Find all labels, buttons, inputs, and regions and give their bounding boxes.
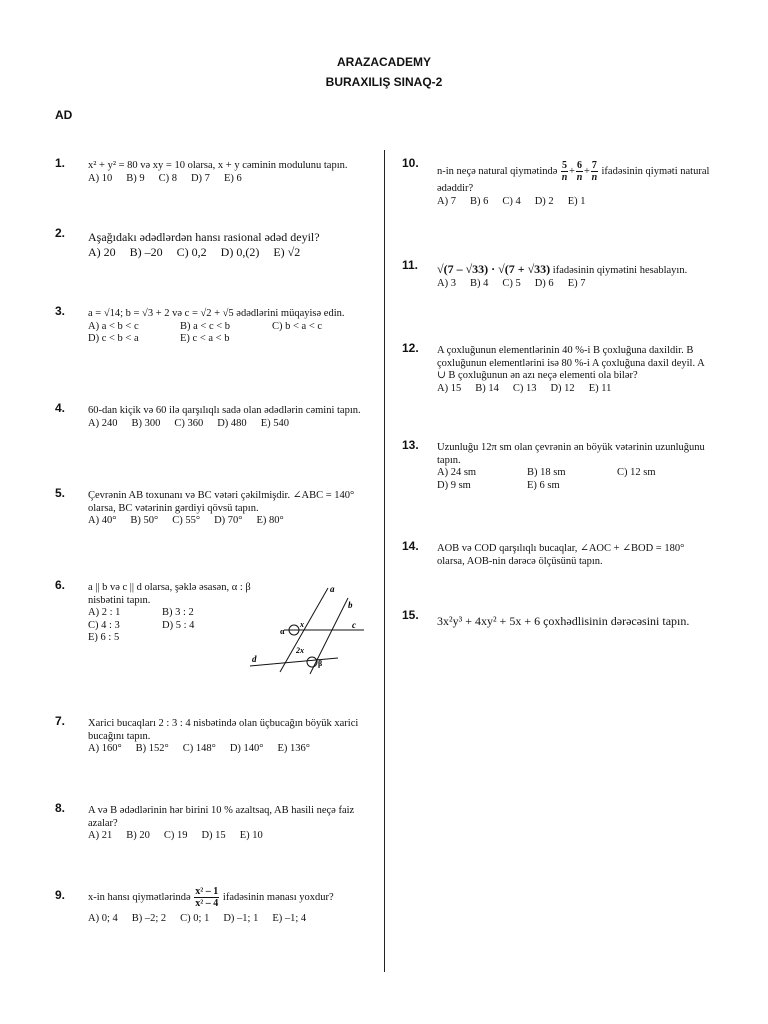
option-e: E) c < a < b — [180, 333, 230, 344]
option-d: D) 15 — [201, 830, 226, 841]
option-c: C) 0; 1 — [180, 913, 210, 924]
option-e: E) –1; 4 — [272, 913, 307, 924]
question-5 — [55, 486, 368, 528]
question-number: 5. — [55, 486, 66, 500]
option-e: E) 10 — [239, 830, 263, 841]
option-d: D) 140° — [229, 743, 264, 754]
question-number: 15. — [402, 608, 419, 622]
text-after: ifadəsinin qiyməti natural ədəddir? — [437, 165, 710, 194]
options — [437, 383, 712, 396]
option-a: A) 3 — [437, 277, 456, 289]
option-d: D) 70° — [214, 515, 243, 526]
option-a: A) 2 : 1 — [88, 607, 121, 618]
option-b: B) 9 — [126, 172, 145, 184]
question-number: 4. — [55, 401, 66, 415]
question-text: Uzunluğu 12π sm olan çevrənin ən böyük vətərinin uzunluğunu tapın. — [437, 442, 705, 466]
option-e: E) 6 — [223, 172, 242, 184]
option-d: D) 7 — [190, 172, 210, 184]
option-b: B) 50° — [130, 515, 159, 526]
option-d: D) 0,(2) — [220, 245, 260, 259]
question-text: x² + y² = 80 və xy = 10 olarsa, x + y cəminin modulunu tapın. — [88, 160, 348, 171]
question-text: Çevrənin AB toxunanı və BC vətəri çəkilmişdir. ∠ABC = 140° olarsa, BC vətərinin gərdiyi qövsü tapın. — [88, 490, 355, 514]
text-after: ifadəsinin mənası yoxdur? — [222, 891, 334, 903]
option-c: C) 55° — [172, 515, 201, 526]
option-b: B) 300 — [131, 417, 161, 429]
option-e: E) 6 sm — [527, 479, 560, 491]
question-number: 10. — [402, 156, 419, 170]
question-10 — [402, 156, 712, 208]
option-d: D) 2 — [534, 195, 554, 207]
fraction — [194, 886, 219, 909]
question-number: 7. — [55, 714, 66, 728]
option-c: C) 4 — [502, 195, 521, 207]
options — [88, 321, 368, 346]
label-alpha: α — [280, 627, 285, 636]
options — [88, 173, 378, 186]
question-text: A və B ədədlərinin hər birini 10 % azaltsaq, AB hasili neçə faiz azalar? — [88, 805, 355, 829]
label-b: b — [348, 600, 353, 610]
option-c: C) 5 — [502, 277, 521, 289]
option-c: C) 4 : 3 — [88, 619, 120, 631]
question-text: a || b və c || d olarsa, şəklə əsasən, α : β nisbətini tapın. — [88, 582, 251, 606]
option-a: A) 21 — [88, 830, 113, 841]
option-d: D) c < b < a — [88, 333, 139, 344]
option-b: B) –20 — [129, 245, 163, 259]
option-c: C) 12 sm — [617, 467, 656, 478]
fraction-5: $\frac{5}{n}$ — [561, 160, 568, 183]
option-a: A) 15 — [437, 382, 462, 394]
options — [437, 278, 712, 291]
question-number: 1. — [55, 156, 66, 170]
options — [88, 515, 368, 528]
fraction-denominator: x² – 4 — [195, 898, 219, 909]
parallel-lines-figure — [248, 582, 368, 678]
question-number: 3. — [55, 304, 66, 318]
option-a: A) 24 sm — [437, 467, 477, 478]
option-c: C) 13 — [512, 382, 537, 394]
line-d — [250, 658, 338, 666]
option-b: B) 14 — [475, 382, 499, 394]
column-divider — [384, 150, 385, 972]
question-6 — [55, 578, 253, 645]
option-b: B) 6 — [469, 195, 489, 207]
question-2 — [55, 226, 378, 260]
question-11 — [402, 258, 712, 290]
option-d: D) 12 — [550, 382, 575, 394]
question-number: 12. — [402, 341, 419, 355]
option-d: D) 5 : 4 — [162, 619, 195, 631]
option-a: A) 7 — [437, 195, 456, 207]
option-d: D) 480 — [217, 417, 247, 429]
option-b: B) 18 sm — [527, 467, 566, 478]
question-text: a = √14; b = √3 + 2 və c = √2 + √5 ədədlərini müqayisə edin. — [88, 308, 345, 319]
option-b: B) 20 — [126, 830, 150, 841]
option-b: B) 3 : 2 — [162, 607, 194, 618]
question-number: 6. — [55, 578, 66, 592]
option-c: C) 360 — [174, 417, 204, 429]
text-after: ifadəsinin qiymətini hesablayın. — [552, 265, 688, 276]
text-before: x-in hansı qiymətlərində — [88, 891, 191, 903]
option-a: A) 240 — [88, 417, 118, 429]
question-4 — [55, 401, 368, 430]
option-a: A) a < b < c — [88, 320, 139, 332]
question-15 — [402, 608, 717, 629]
option-d: D) –1; 1 — [223, 913, 259, 924]
document-title: ARAZACADEMY — [337, 55, 431, 69]
question-3 — [55, 304, 368, 346]
fraction-7: $\frac{7}{n}$ — [591, 160, 598, 183]
question-7 — [55, 714, 368, 756]
option-e: E) 136° — [277, 743, 310, 754]
option-b: B) a < c < b — [180, 320, 231, 332]
question-text: 3x²y³ + 4xy² + 5x + 6 çoxhədlisinin dərəcəsini tapın. — [437, 614, 690, 628]
options — [88, 830, 368, 843]
option-c: C) b < a < c — [272, 320, 323, 332]
label-2x: 2x — [296, 646, 304, 655]
question-1 — [55, 156, 378, 185]
question-number: 14. — [402, 539, 419, 553]
option-e: E) 1 — [567, 195, 586, 207]
question-13 — [402, 438, 712, 492]
option-e: E) 540 — [260, 417, 289, 429]
option-a: A) 20 — [88, 245, 116, 259]
question-number: 9. — [55, 888, 66, 902]
option-a: A) 0; 4 — [88, 913, 118, 924]
option-c: C) 8 — [158, 172, 177, 184]
question-9 — [55, 886, 373, 926]
question-number: 2. — [55, 226, 66, 240]
options — [437, 467, 712, 492]
question-number: 11. — [402, 258, 419, 272]
question-text — [88, 886, 373, 909]
label-beta: β — [318, 659, 323, 668]
option-b: B) 152° — [135, 743, 169, 754]
label-x: x — [300, 620, 304, 629]
option-b: B) –2; 2 — [131, 913, 167, 924]
document-subtitle: BURAXILIŞ SINAQ-2 — [325, 75, 443, 89]
option-d: D) 9 sm — [437, 479, 471, 491]
label-d: d — [252, 654, 257, 664]
option-b: B) 4 — [469, 277, 489, 289]
radical-expression: √(7 – √33) · √(7 + √33) — [437, 262, 551, 276]
option-c: C) 0,2 — [176, 245, 207, 259]
option-e: E) 7 — [567, 277, 586, 289]
option-a: A) 10 — [88, 172, 113, 184]
question-text: A çoxluğunun elementlərinin 40 %-i B çoxluğuna daxildir. B çoxluğunun elementlərini isə 80 %-i A çoxluğuna daxil deyil. A ∪ B çoxluğunun ən azı neçə elementi ola bilər? — [437, 345, 705, 381]
question-text: n-in neçə natural qiymətində $\frac{5}{n}$ + $\frac{6}{n}$ + $\frac{7}{n}$ ifadəsinin qiyməti natural ədəddir? — [437, 160, 710, 194]
question-text — [437, 262, 712, 278]
options — [88, 607, 238, 645]
option-c: C) 148° — [182, 743, 216, 754]
options — [88, 418, 368, 431]
question-14 — [402, 539, 712, 568]
question-number: 8. — [55, 801, 66, 815]
option-e: E) √2 — [273, 245, 301, 259]
label-c: c — [352, 620, 356, 630]
name-label: AD — [55, 108, 73, 122]
question-text: AOB və COD qarşılıqlı bucaqlar, ∠AOC + ∠BOD = 180° olarsa, AOB-nin dərəcə ölçüsünü tapın. — [437, 543, 685, 567]
option-a: A) 160° — [88, 743, 122, 754]
question-text: 60-dan kiçik və 60 ilə qarşılıqlı sadə olan ədədlərin cəmini tapın. — [88, 405, 361, 416]
question-text: Xarici bucaqları 2 : 3 : 4 nisbətində olan üçbucağın böyük xarici bucağını tapın. — [88, 718, 359, 742]
fraction-numerator: x² – 1 — [195, 886, 219, 897]
option-e: E) 11 — [588, 382, 612, 394]
label-a: a — [330, 584, 335, 594]
option-a: A) 40° — [88, 515, 117, 526]
option-e: E) 6 : 5 — [88, 632, 120, 643]
question-number: 13. — [402, 438, 419, 452]
question-12 — [402, 341, 712, 395]
question-8 — [55, 801, 368, 843]
text-before: n-in neçə natural qiymətində — [437, 165, 558, 177]
options — [88, 245, 378, 260]
fraction-6: $\frac{6}{n}$ — [576, 160, 583, 183]
options — [437, 196, 712, 209]
options — [88, 743, 368, 756]
option-e: E) 80° — [256, 515, 284, 526]
options — [88, 913, 373, 926]
question-text: Aşağıdakı ədədlərdən hansı rasional ədəd deyil? — [88, 230, 320, 244]
option-c: C) 19 — [163, 830, 188, 841]
option-d: D) 6 — [534, 277, 554, 289]
